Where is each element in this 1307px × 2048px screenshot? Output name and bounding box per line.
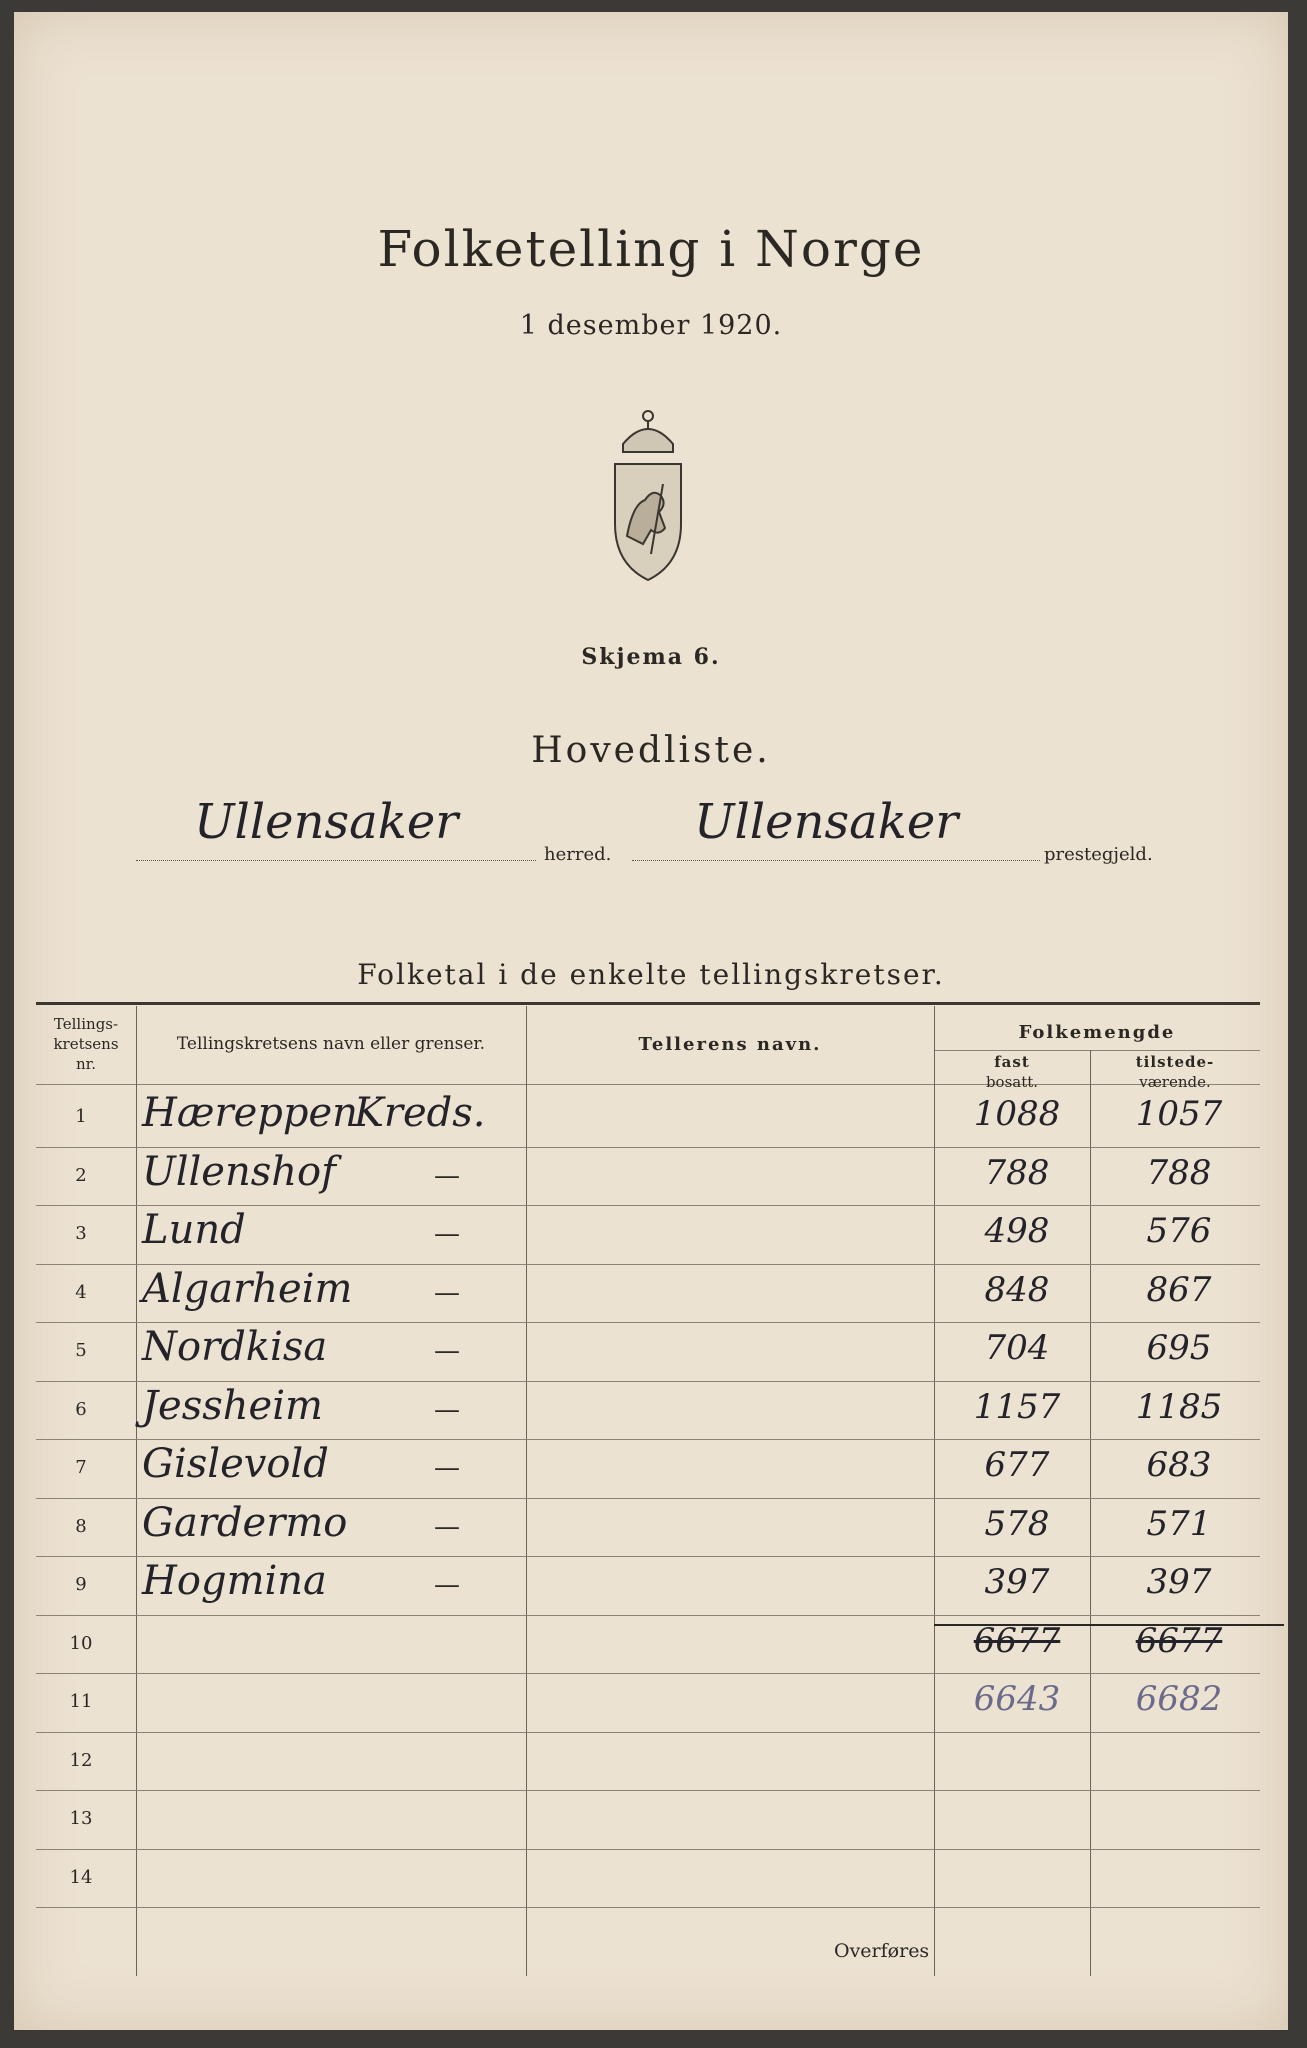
row-number: 8 [75,1516,87,1537]
row-number: 10 [69,1633,93,1654]
carry-over-label: Overføres [834,1940,930,1962]
row-rule [36,1849,1260,1850]
tilstede-value: 397 [1146,1562,1212,1602]
tilstede-value: 867 [1146,1270,1212,1310]
krets-name: Gardermo [142,1500,348,1546]
row-number: 2 [75,1165,87,1186]
row-rule [36,1381,1260,1382]
table-subtitle: Folketal i de enkelte tellingskretser. [357,958,945,991]
row-number: 5 [75,1340,87,1361]
fast-bosatt-value: 6643 [973,1679,1061,1719]
tilstede-value: 788 [1146,1153,1212,1193]
fast-bosatt-value: 397 [984,1562,1050,1602]
fast-bosatt-value: 578 [984,1504,1050,1544]
fast-bosatt-value: 848 [984,1270,1050,1310]
header-nr: Tellings- kretsens nr. [53,1015,119,1073]
census-date: 1 desember 1920. [519,310,783,341]
krets-suffix: — [434,1161,460,1191]
tilstede-value: 683 [1146,1445,1212,1485]
header-fast: fast bosatt. [985,1053,1039,1091]
row-number: 12 [69,1750,93,1771]
row-number: 1 [75,1106,87,1127]
fast-bosatt-value: 677 [984,1445,1050,1485]
coat-of-arms-icon [593,404,703,584]
folkemengde-rule [934,1050,1260,1051]
fast-bosatt-value: 498 [984,1211,1050,1251]
row-rule [36,1673,1260,1674]
row-rule [36,1790,1260,1791]
krets-name: Jessheim [142,1383,323,1429]
herred-line [136,860,536,861]
row-number: 9 [75,1574,87,1595]
fast-bosatt-value: 704 [984,1328,1050,1368]
row-number: 3 [75,1223,87,1244]
fast-bosatt-value: 788 [984,1153,1050,1193]
tilstede-value: 571 [1146,1504,1212,1544]
row-number: 14 [69,1867,93,1888]
herred-label: herred. [544,844,612,865]
row-number: 7 [75,1457,87,1478]
krets-suffix: — [434,1453,460,1483]
krets-suffix: — [434,1395,460,1425]
table-top-rule [36,1002,1260,1005]
fast-bosatt-value: 1088 [973,1094,1061,1134]
krets-name: Nordkisa [142,1324,328,1370]
row-rule [36,1147,1260,1148]
prestegjeld-label: prestegjeld. [1044,844,1153,865]
prestegjeld-line [632,860,1040,861]
herred-value: Ullensaker [194,794,459,850]
row-number: 4 [75,1282,87,1303]
list-title: Hovedliste. [531,730,771,771]
krets-suffix: — [434,1278,460,1308]
col-divider-3 [934,1006,935,1976]
row-rule [36,1732,1260,1733]
col-divider-2 [526,1006,527,1976]
row-rule [36,1498,1260,1499]
row-rule [36,1264,1260,1265]
krets-suffix: — [434,1219,460,1249]
census-form-sheet [14,12,1288,2030]
header-tilstede: tilstede- værende. [1135,1053,1215,1091]
row-number: 11 [69,1691,93,1712]
row-rule [36,1556,1260,1557]
krets-name: Algarheim [142,1266,353,1312]
fast-bosatt-value: 6677 [973,1621,1061,1661]
row-rule [36,1322,1260,1323]
krets-name: Ullenshof [142,1149,336,1195]
krets-suffix: — [434,1512,460,1542]
row-rule [36,1907,1260,1908]
tilstede-value: 576 [1146,1211,1212,1251]
header-teller: Tellerens navn. [638,1034,822,1055]
row-number: 13 [69,1808,93,1829]
prestegjeld-value: Ullensaker [694,794,959,850]
tilstede-value: 1185 [1135,1387,1223,1427]
row-rule [36,1439,1260,1440]
tilstede-value: 6682 [1135,1679,1223,1719]
tilstede-value: 695 [1146,1328,1212,1368]
krets-name: Hæreppen [142,1090,358,1136]
row-rule [36,1615,1260,1616]
krets-name: Lund [142,1207,246,1253]
krets-name: Hogmina [142,1558,327,1604]
col-divider-1 [136,1006,137,1976]
document-title: Folketelling i Norge [377,220,925,278]
krets-suffix: — [434,1336,460,1366]
header-folkemengde: Folkemengde [1018,1022,1176,1043]
tilstede-value: 6677 [1135,1621,1223,1661]
krets-name: Gislevold [142,1441,329,1487]
row-rule [36,1205,1260,1206]
krets-suffix: Kreds. [354,1090,486,1136]
fast-bosatt-value: 1157 [973,1387,1061,1427]
sum-rule [934,1624,1284,1626]
tilstede-value: 1057 [1135,1094,1223,1134]
header-name: Tellingskretsens navn eller grenser. [176,1034,486,1054]
krets-suffix: — [434,1570,460,1600]
schema-number: Skjema 6. [581,644,721,670]
row-number: 6 [75,1399,87,1420]
